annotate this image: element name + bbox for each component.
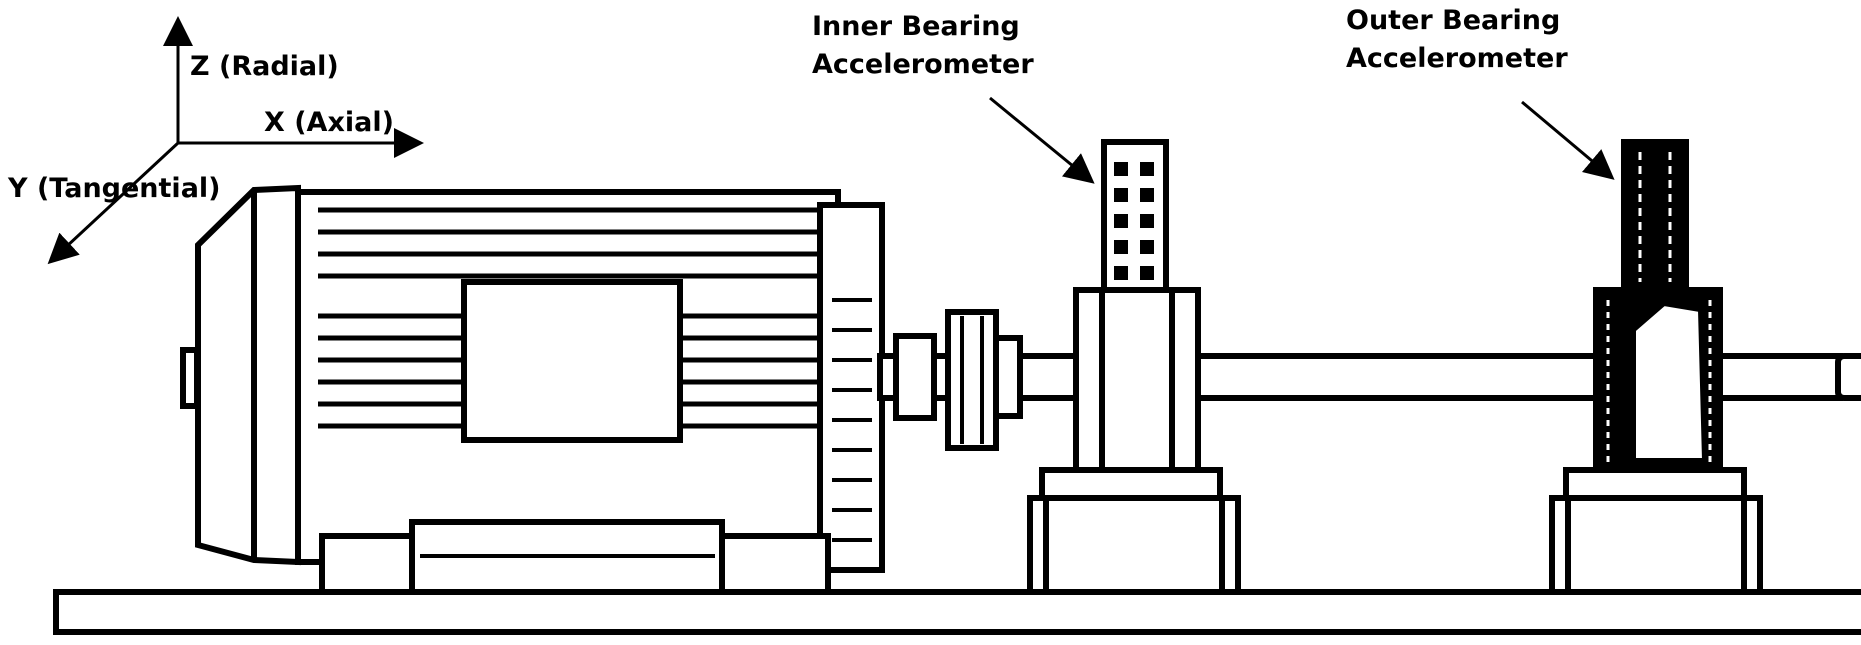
inner-bearing-callout-line2: Accelerometer — [812, 49, 1034, 80]
base-plate — [56, 592, 1861, 632]
outer-bearing-insert — [1634, 304, 1704, 460]
coupling-flange — [948, 312, 996, 448]
motor — [183, 188, 882, 592]
inner-bearing-housing — [990, 98, 1238, 592]
z-axis-label: Z (Radial) — [190, 51, 339, 82]
inner-bearing-accelerometer — [1104, 142, 1166, 290]
inner-bearing-callout-line1: Inner Bearing — [812, 11, 1020, 42]
outer-bearing-callout-line1: Outer Bearing — [1346, 5, 1561, 36]
inner-bearing-block — [1076, 290, 1198, 470]
y-axis-label: Y (Tangential) — [8, 173, 221, 204]
coupling-hub-right — [996, 338, 1020, 416]
shaft-tip — [1838, 356, 1861, 398]
outer-bearing-housing — [1522, 102, 1760, 592]
coupling-hub — [896, 336, 934, 418]
outer-bearing-callout-line2: Accelerometer — [1346, 43, 1568, 74]
outer-bearing-base-plate — [1566, 470, 1744, 498]
inner-bearing-pedestal — [1030, 498, 1238, 592]
motor-foot-right — [722, 536, 828, 592]
x-axis-label: X (Axial) — [264, 107, 394, 138]
inner-bearing-leader-arrow — [990, 98, 1090, 180]
motor-shaft-stub — [183, 350, 197, 406]
motor-nameplate — [464, 282, 680, 440]
motor-foot-left — [322, 536, 412, 592]
outer-bearing-pedestal — [1552, 498, 1760, 592]
outer-bearing-leader-arrow — [1522, 102, 1610, 176]
inner-bearing-base-plate — [1042, 470, 1220, 498]
motor-end-cap — [198, 188, 298, 562]
outer-bearing-accelerometer — [1624, 142, 1686, 290]
motor-drive-end-housing — [820, 205, 882, 570]
